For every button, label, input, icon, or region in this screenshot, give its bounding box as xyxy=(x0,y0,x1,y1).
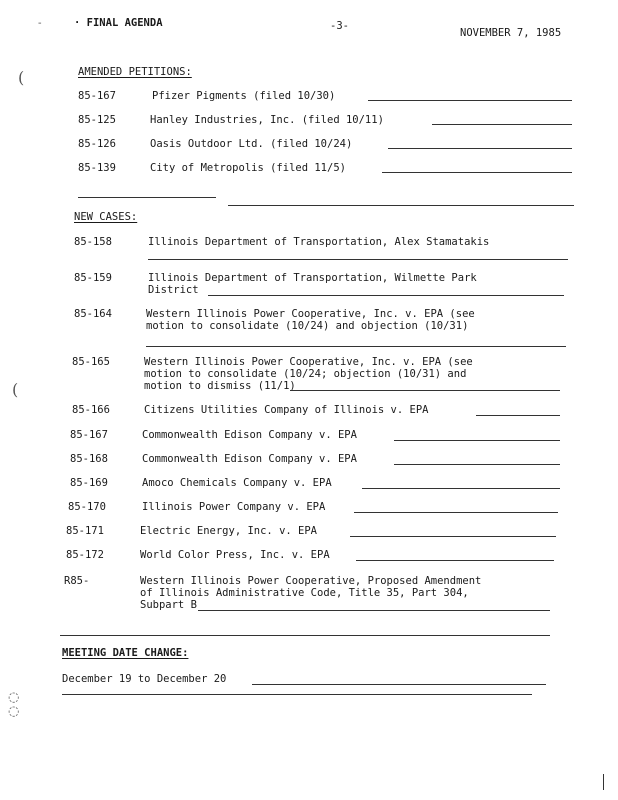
case-row xyxy=(72,404,572,426)
signature-line xyxy=(432,124,572,125)
case-number: 85-126 xyxy=(78,138,116,150)
separator-line xyxy=(60,635,550,636)
case-title: Illinois Department of Transportation, Alex Stamatakis xyxy=(148,236,490,248)
case-number: 85-159 xyxy=(74,272,112,284)
case-title: Western Illinois Power Cooperative, Inc. v. EPA (see motion to consolidate (10/24) and objection (10/31) xyxy=(146,308,475,332)
bullet-icon: · xyxy=(74,17,87,29)
signature-line xyxy=(290,390,560,391)
case-row xyxy=(70,477,570,499)
meeting-date-change-heading: MEETING DATE CHANGE: xyxy=(62,647,189,659)
case-number: 85-167 xyxy=(78,90,116,102)
signature-line xyxy=(354,512,558,513)
case-title: Western Illinois Power Cooperative, Proposed Amendment of Illinois Administrative Code, Title 35, Part 304, Subpart B xyxy=(140,575,482,611)
punch-hole-icon: ◌ xyxy=(8,704,20,719)
separator-line xyxy=(228,205,574,206)
margin-mark-icon: ( xyxy=(12,380,19,399)
case-number: 85-171 xyxy=(66,525,104,537)
signature-line xyxy=(394,440,560,441)
amended-row xyxy=(78,114,578,138)
scan-edge-line xyxy=(603,774,604,790)
signature-line xyxy=(388,148,572,149)
case-row xyxy=(74,308,574,352)
case-number: 85-168 xyxy=(70,453,108,465)
case-title: Pfizer Pigments (filed 10/30) xyxy=(152,90,336,102)
case-title: Electric Energy, Inc. v. EPA xyxy=(140,525,318,537)
agenda-title xyxy=(74,17,163,29)
signature-line xyxy=(148,259,568,260)
signature-line xyxy=(208,295,564,296)
case-title: Illinois Power Company v. EPA xyxy=(142,501,326,513)
amended-petitions-heading: AMENDED PETITIONS: xyxy=(78,66,192,78)
page-number: -3- xyxy=(330,20,349,32)
case-row xyxy=(66,525,566,547)
case-title: World Color Press, Inc. v. EPA xyxy=(140,549,330,561)
case-title: Western Illinois Power Cooperative, Inc. v. EPA (see motion to consolidate (10/24; objection (10/31) and motion to dismiss (11/1) xyxy=(144,356,473,392)
case-row xyxy=(74,272,574,306)
margin-mark-icon: ( xyxy=(18,68,25,87)
case-number: 85-166 xyxy=(72,404,110,416)
punch-hole-icon: ◌ xyxy=(8,690,20,705)
case-title: Commonwealth Edison Company v. EPA xyxy=(142,429,357,441)
case-number: 85-172 xyxy=(66,549,104,561)
case-number: R85- xyxy=(64,575,90,587)
case-title: Illinois Department of Transportation, Wilmette Park District xyxy=(148,272,477,296)
signature-line xyxy=(356,560,554,561)
signature-line xyxy=(362,488,560,489)
case-title: Commonwealth Edison Company v. EPA xyxy=(142,453,357,465)
signature-line xyxy=(198,610,550,611)
case-row xyxy=(72,356,572,402)
meeting-date-change-row xyxy=(62,673,562,695)
signature-line xyxy=(394,464,560,465)
signature-line xyxy=(350,536,556,537)
agenda-title-text: FINAL AGENDA xyxy=(86,17,163,29)
case-row xyxy=(64,575,564,627)
case-number: 85-158 xyxy=(74,236,112,248)
case-title: Hanley Industries, Inc. (filed 10/11) xyxy=(150,114,384,126)
meeting-date: NOVEMBER 7, 1985 xyxy=(460,27,562,39)
case-number: 85-164 xyxy=(74,308,112,320)
case-number: 85-165 xyxy=(72,356,110,368)
case-row xyxy=(74,236,574,266)
signature-line xyxy=(382,172,572,173)
case-row xyxy=(70,429,570,451)
case-title: Oasis Outdoor Ltd. (filed 10/24) xyxy=(150,138,353,150)
meeting-date-change-text: December 19 to December 20 xyxy=(62,673,227,685)
case-title: City of Metropolis (filed 11/5) xyxy=(150,162,346,174)
case-number: 85-125 xyxy=(78,114,116,126)
amended-row xyxy=(78,90,578,114)
case-row xyxy=(70,453,570,475)
case-row xyxy=(68,501,568,523)
amended-row xyxy=(78,138,578,162)
separator-line xyxy=(62,694,532,695)
signature-line xyxy=(146,346,566,347)
signature-line xyxy=(368,100,572,101)
signature-line xyxy=(252,684,546,685)
case-number: 85-167 xyxy=(70,429,108,441)
case-title: Citizens Utilities Company of Illinois v. EPA xyxy=(144,404,429,416)
case-number: 85-139 xyxy=(78,162,116,174)
amended-row xyxy=(78,162,578,186)
case-number: 85-170 xyxy=(68,501,106,513)
case-row xyxy=(66,549,566,571)
new-cases-heading: NEW CASES: xyxy=(74,211,138,223)
case-title: Amoco Chemicals Company v. EPA xyxy=(142,477,332,489)
separator-line xyxy=(78,197,216,198)
signature-line xyxy=(476,415,560,416)
case-number: 85-169 xyxy=(70,477,108,489)
